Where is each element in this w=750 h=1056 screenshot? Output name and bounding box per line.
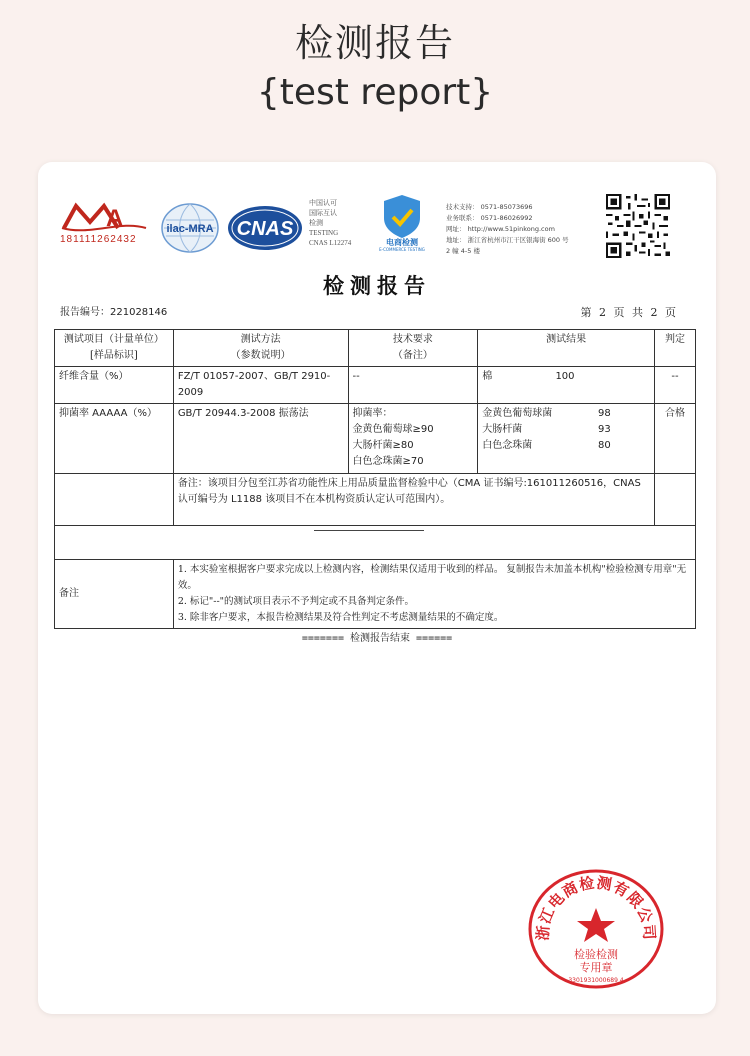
header-item: 测试项目（计量单位） [样品标识] [55, 330, 174, 367]
official-stamp-icon [524, 866, 668, 992]
ilac-text: ilac-MRA [166, 223, 214, 235]
row1-result-value: 100 [555, 371, 575, 382]
stamp-company: 浙江电商检测有限公司 [533, 873, 659, 942]
row1-judgement: -- [655, 367, 696, 404]
ecom-label: 电商检测 [386, 238, 418, 247]
report-title: 检测报告 [323, 273, 431, 298]
remarks-row [55, 560, 696, 629]
header-requirement: 技术要求 （备注） [348, 330, 478, 367]
report-end-marker: ======= 检测报告结束 ====== [301, 633, 453, 644]
contact-address: 地址： 浙江省杭州市江干区银海街 600 号 [446, 236, 569, 244]
contact-business: 业务联系： 0571-86026992 [446, 214, 533, 222]
report-number: 报告编号：221028146 [60, 307, 168, 318]
row1-result [478, 367, 655, 404]
result-line: 大肠杆菌 93 [482, 424, 611, 435]
stamp-code: 3301931000689 4 [568, 977, 624, 984]
stamp-purpose-2: 专用章 [579, 961, 613, 974]
header-method: 测试方法 （参数说明） [173, 330, 348, 367]
page-count: 第 2 页 共 2 页 [580, 306, 678, 319]
contact-website: 网址： http://www.51pinkong.com [446, 225, 555, 233]
row2-results [478, 404, 655, 474]
report-document [38, 162, 716, 1014]
table-row [55, 367, 696, 404]
table-header-row [55, 330, 696, 367]
remarks-label: 备注 [55, 560, 174, 629]
stamp-purpose-1: 检验检测 [574, 948, 618, 961]
header-result: 测试结果 [478, 330, 655, 367]
row2-item: 抑菌率 AAAAA（%） [55, 404, 174, 474]
qr-code-icon [604, 194, 672, 258]
result-line: 白色念珠菌 80 [482, 440, 611, 451]
svg-text:A: A [106, 205, 124, 232]
cma-number: 181111262432 [60, 234, 137, 245]
contact-tech: 技术支持： 0571-85073696 [446, 203, 533, 211]
page-subtitle: {test report} [256, 72, 494, 113]
remarks-content: 1. 本实验室根据客户要求完成以上检测内容，检测结果仅适用于收到的样品。 复制报告未加盖本机构"检验检测专用章"无效。 2. 标记"--"的测试项目表示不予判定或不具备判定条件。 3. 除非客户要求，本报告检测结果及符合性判定不考虑测量结果的不确定度。 [173, 560, 695, 629]
row1-item: 纤维含量（%） [55, 367, 174, 404]
cma-mark-icon [60, 202, 148, 232]
subcontract-note-row [55, 474, 696, 526]
row2-requirement: 抑菌率： 金黄色葡萄球≥90 大肠杆菌≥80 白色念珠菌≥70 [348, 404, 478, 474]
row1-requirement: -- [348, 367, 478, 404]
row1-result-name: 棉 [482, 371, 493, 382]
ilac-mra-logo-icon [160, 202, 220, 254]
row1-method: FZ/T 01057-2007、GB/T 2910-2009 [173, 367, 348, 404]
divider-line [314, 530, 424, 531]
cnas-logo-icon [226, 204, 304, 252]
subcontract-note: 备注：该项目分包至江苏省功能性床上用品质量监督检验中心（CMA 证书编号:161011260516，CNAS 认可编号为 L1188 该项目不在本机构资质认定认可范围内）。 [173, 474, 654, 526]
accreditation-text: 中国认可 国际互认 检测 TESTING CNAS L12274 [309, 199, 352, 247]
header-judgement: 判定 [655, 330, 696, 367]
contact-address-2: 2 幢 4-5 楼 [446, 247, 480, 255]
page-title: 检测报告 [294, 21, 455, 65]
ecommerce-testing-shield-icon [372, 192, 432, 252]
row2-method: GB/T 20944.3-2008 振荡法 [173, 404, 348, 474]
cnas-text: CNAS [236, 218, 294, 240]
cma-logo [60, 202, 152, 245]
row2-judgement: 合格 [655, 404, 696, 474]
result-line: 金黄色葡萄球菌 98 [482, 408, 611, 419]
table-row [55, 404, 696, 474]
contact-info [446, 202, 596, 257]
ecom-sub: E-COMMERCE TESTING [379, 247, 425, 252]
test-results-table [54, 329, 696, 629]
